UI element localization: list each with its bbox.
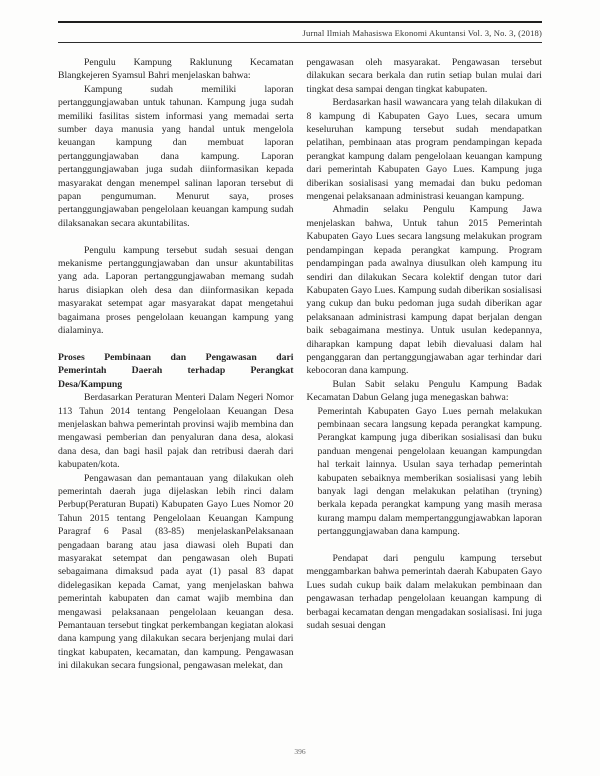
paragraph-hasil-wawancara: Berdasarkan hasil wawancara yang telah dilakukan di 8 kampung di Kabupaten Gayo Lues, secara umum keseluruhan kampung tersebut sudah mendapatkan pelatihan, pembinaan atas program pendampingan kepada perangkat kampung dalam pengelolaan keuangan kampung dari pemerintah Kabupaten Gayo Lues. Kampung juga diberikan sosialisasi yang memadai dan buku pedoman mengenai pelaksanaan administrasi keuangan kampung. bbox=[306, 97, 542, 203]
paragraph-quote-bulan-sabit: Pemerintah Kabupaten Gayo Lues pernah melakukan pembinaan secara langsung kepada perangkat kampung. Perangkat kampung juga diberikan sosialisasi dan buku panduan mengenai pengelolaan keuangan kampungdan hal terkait lainnya. Usulan saya terhadap pemerintah kabupaten sebaiknya memberikan sosialisasi yang lebih banyak lagi dengan melakukan pelatihan (tryning) berkala kepada perangkat kampung yang masih merasa kurang mampu dalam mempertanggungjawabkan laporan pertanggungjawaban dana kampung. bbox=[317, 405, 542, 538]
paragraph-kesimpulan-pendapat: Pendapat dari pengulu kampung tersebut menggambarkan bahwa pemerintah daerah Kabupaten Gayo Lues sudah cukup baik dalam melakukan pembinaan dan pengawasan terhadap pengelolaan keuangan kampung di berbagai kecamatan dengan mengadakan sosialisasi. Ini juga sudah sesuai dengan bbox=[306, 553, 542, 632]
paragraph-perbup-gayo-lues: Pengawasan dan pemantauan yang dilakukan oleh pemerintah daerah juga dijelaskan lebih rinci dalam Perbup(Peraturan Bupati) Kabupaten Gayo Lues Nomor 20 Tahun 2015 tentang Pengelolaan Keuangan Kampung Paragraf 6 Pasal (83-85) menjelaskanPelaksanaan pengadaan barang atau jasa diawasi oleh Bupati dan masyarakat setempat dan pengawasan oleh Bupati sebagaimana dimaksud pada ayat (1) pasal 83 dapat didelegasikan kepada Camat, yang menjelaskan bahwa pemerintah kabupaten dan camat wajib membina dan mengawasi pelaksanaan pengelolaan keuangan desa. Pemantauan tersebut tingkat perkembangan kegiatan alokasi dana kampung yang dilakukan secara berjenjang mulai dari tingkat kabupaten, kecamatan, dan kampung. Pengawasan ini dilakukan secara fungsional, pengawasan melekat, dan bbox=[58, 472, 294, 672]
paragraph-ahmadin-kampung-jawa: Ahmadin selaku Pengulu Kampung Jawa menjelaskan bahwa, Untuk tahun 2015 Pemerintah Kabupaten Gayo Lues secara langsung melakukan program pendampingan kepada perangkat kampung. Program pendampingan pada awalnya diusulkan oleh kampung itu sendiri dan dilakukan Secara kolektif dengan tutor dari Kabupaten Gayo Lues. Kampung sudah diberikan sosialisasi yang cukup dan buku pedoman juga sudah diberikan agar pelaksanaan administrasi kampung dapat berjalan dengan baik sebagaimana mestinya. Untuk usulan kedepannya, diharapkan kampung dapat lebih dievaluasi dalam hal penganggaran dan pertanggungjawaban agar terhindar dari kebocoran dana kampung. bbox=[306, 204, 542, 377]
page-number: 396 bbox=[294, 747, 306, 756]
right-column bbox=[307, 56, 543, 673]
page-footer bbox=[0, 741, 600, 759]
page-header bbox=[0, 0, 600, 43]
paragraph-intro-bulan-sabit: Bulan Sabit selaku Pengulu Kampung Badak Kecamatan Dabun Gelang juga menegaskan bahwa: bbox=[306, 378, 542, 404]
paragraph-quote-syamsul-bahri: Kampung sudah memiliki laporan pertanggungjawaban untuk tahunan. Kampung juga sudah memiliki fasilitas sistem informasi yang memadai serta sumber daya manusia yang handal untuk mengelola keuangan kampung dan membuat laporan pertanggungjawaban dana kampung. Laporan pertanggungjawaban juga sudah diinformasikan kepada masyarakat dengan menempel salinan laporan tersebut di papan pengumuman. Menurut saya, proses pertanggungjawaban pengelolaan keuangan kampung sudah dilaksanakan secara akuntabilitas. bbox=[58, 83, 294, 229]
paragraph-analysis-akuntabilitas: Pengulu kampung tersebut sudah sesuai dengan mekanisme pertanggungjawaban dan unsur akuntabilitas yang ada. Laporan pertanggungjawaban memang sudah harus disiapkan oleh desa dan diinformasikan kepada masyarakat setempat agar masyarakat dapat mengetahui bagaimana proses pengelolaan keuangan kampung yang dialaminya. bbox=[58, 244, 294, 337]
article-body bbox=[0, 43, 600, 673]
journal-title: Jurnal Ilmiah Mahasiswa Ekonomi Akuntansi Vol. 3, No. 3, (2018) bbox=[302, 28, 542, 38]
section-heading-pembinaan-pengawasan: Proses Pembinaan dan Pengawasan dari Pemerintah Daerah terhadap Perangkat Desa/Kampung bbox=[58, 351, 294, 390]
paragraph-permendagri-113: Berdasarkan Peraturan Menteri Dalam Negeri Nomor 113 Tahun 2014 tentang Pengelolaan Keuangan Desa menjelaskan bahwa pemerintah provinsi wajib membina dan mengawasi pemberian dan penyaluran dana desa, alokasi dana desa, dan bagi hasil pajak dan retribusi daerah dari kabupaten/kota. bbox=[58, 392, 294, 471]
left-column bbox=[58, 56, 294, 673]
paragraph-continuation-pengawasan: pengawasan oleh masyarakat. Pengawasan tersebut dilakukan secara berkala dan rutin setiap bulan mulai dari tingkat desa sampai dengan tingkat kabupaten. bbox=[306, 57, 542, 95]
paragraph-intro-syamsul-bahri: Pengulu Kampung Raklunung Kecamatan Blangkejeren Syamsul Bahri menjelaskan bahwa: bbox=[58, 57, 294, 82]
